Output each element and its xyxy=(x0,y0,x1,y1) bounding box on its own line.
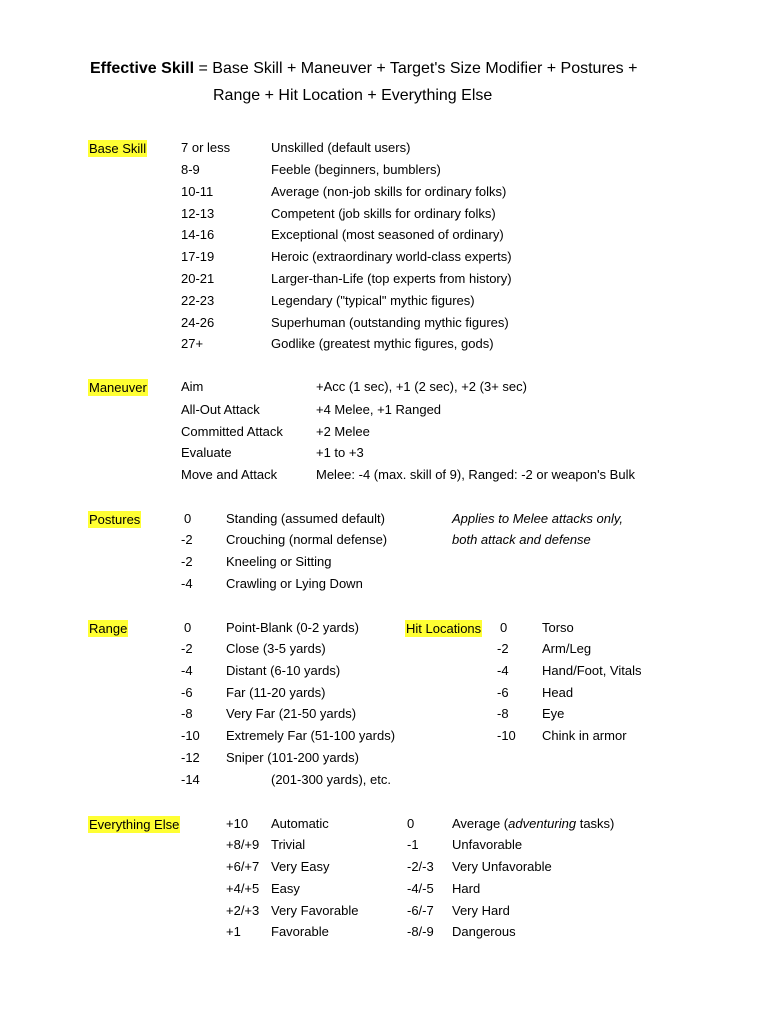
postures-label: Postures xyxy=(89,512,141,527)
base-skill-range: 12-13 xyxy=(181,206,215,221)
maneuver-name: Evaluate xyxy=(181,445,232,460)
range-mod: 0 xyxy=(184,620,192,635)
everything-else-mod: +2/+3 xyxy=(226,903,260,918)
maneuver-effect: +4 Melee, +1 Ranged xyxy=(316,402,442,417)
posture-desc: Standing (assumed default) xyxy=(226,511,385,526)
hit-locations-label: Hit Locations xyxy=(406,621,482,636)
everything-else-desc: Very Unfavorable xyxy=(452,859,552,874)
base-skill-desc: Heroic (extraordinary world-class experts) xyxy=(271,249,512,264)
range-label: Range xyxy=(89,621,128,636)
hit-location-mod: -4 xyxy=(497,663,509,678)
everything-else-label: Everything Else xyxy=(89,817,180,832)
maneuver-name: Move and Attack xyxy=(181,467,278,482)
posture-mod: -2 xyxy=(181,554,193,569)
everything-else-desc: Automatic xyxy=(271,816,329,831)
hit-location-desc: Arm/Leg xyxy=(542,641,592,656)
everything-else-desc: Favorable xyxy=(271,924,329,939)
everything-else-mod: +6/+7 xyxy=(226,859,260,874)
posture-mod: -4 xyxy=(181,576,193,591)
maneuver-name: Committed Attack xyxy=(181,424,283,439)
everything-else-desc: Hard xyxy=(452,881,481,896)
everything-else-desc: Very Easy xyxy=(271,859,330,874)
maneuver-effect: +1 to +3 xyxy=(316,445,364,460)
everything-else-mod: +1 xyxy=(226,924,241,939)
everything-else-mod: -1 xyxy=(407,837,419,852)
range-mod: -2 xyxy=(181,641,193,656)
range-desc: Far (11-20 yards) xyxy=(226,685,326,700)
range-mod: -12 xyxy=(181,750,200,765)
range-mod: -6 xyxy=(181,685,193,700)
everything-else-mod: -8/-9 xyxy=(407,924,434,939)
base-skill-desc: Average (non-job skills for ordinary folks) xyxy=(271,184,507,199)
everything-else-desc: Unfavorable xyxy=(452,837,523,852)
everything-else-mod: +10 xyxy=(226,816,249,831)
everything-else-desc: Easy xyxy=(271,881,300,896)
hit-location-mod: -10 xyxy=(497,728,516,743)
base-skill-range: 27+ xyxy=(181,336,204,351)
everything-else-desc: Trivial xyxy=(271,837,306,852)
range-desc: Distant (6-10 yards) xyxy=(226,663,341,678)
base-skill-range: 17-19 xyxy=(181,249,215,264)
maneuver-effect: +Acc (1 sec), +1 (2 sec), +2 (3+ sec) xyxy=(316,379,527,394)
hit-location-desc: Head xyxy=(542,685,574,700)
hit-location-desc: Hand/Foot, Vitals xyxy=(542,663,642,678)
range-desc: Close (3-5 yards) xyxy=(226,641,326,656)
maneuver-effect: Melee: -4 (max. skill of 9), Ranged: -2 or weapon's Bulk xyxy=(316,467,635,482)
range-mod: -4 xyxy=(181,663,193,678)
range-mod: -14 xyxy=(181,772,200,787)
everything-else-mod: -6/-7 xyxy=(407,903,434,918)
hit-location-mod: 0 xyxy=(500,620,508,635)
formula-line-2: Range + Hit Location + Everything Else xyxy=(213,87,493,104)
range-mod: -8 xyxy=(181,706,193,721)
maneuver-label: Maneuver xyxy=(89,380,147,395)
formula-line-1 xyxy=(90,61,637,77)
hit-location-desc: Chink in armor xyxy=(542,728,627,743)
base-skill-desc: Larger-than-Life (top experts from history) xyxy=(271,271,512,286)
base-skill-range: 10-11 xyxy=(181,184,214,199)
posture-mod: 0 xyxy=(184,511,192,526)
posture-desc: Kneeling or Sitting xyxy=(226,554,332,569)
base-skill-desc: Unskilled (default users) xyxy=(271,140,411,155)
hit-location-desc: Torso xyxy=(542,620,574,635)
base-skill-desc: Godlike (greatest mythic figures, gods) xyxy=(271,336,494,351)
base-skill-range: 22-23 xyxy=(181,293,215,308)
hit-location-mod: -2 xyxy=(497,641,509,656)
everything-else-desc: Very Favorable xyxy=(271,903,359,918)
range-desc: Extremely Far (51-100 yards) xyxy=(226,728,396,743)
hit-location-desc: Eye xyxy=(542,706,565,721)
postures-note-line-2: both attack and defense xyxy=(452,532,591,547)
hit-location-mod: -8 xyxy=(497,706,509,721)
base-skill-range: 7 or less xyxy=(181,140,231,155)
range-mod: -10 xyxy=(181,728,200,743)
range-desc: (201-300 yards), etc. xyxy=(271,772,391,787)
base-skill-range: 8-9 xyxy=(181,162,200,177)
maneuver-name: Aim xyxy=(181,379,204,394)
base-skill-range: 20-21 xyxy=(181,271,215,286)
formula-line1-rest: = Base Skill + Maneuver + Target's Size Modifier + Postures + xyxy=(194,60,638,77)
everything-else-mod: -4/-5 xyxy=(407,881,434,896)
everything-else-desc: Very Hard xyxy=(452,903,510,918)
everything-else-desc: Dangerous xyxy=(452,924,516,939)
postures-note-line-1: Applies to Melee attacks only, xyxy=(452,511,624,526)
base-skill-desc: Feeble (beginners, bumblers) xyxy=(271,162,441,177)
base-skill-desc: Exceptional (most seasoned of ordinary) xyxy=(271,227,504,242)
range-desc: Sniper (101-200 yards) xyxy=(226,750,359,765)
everything-else-mod: +4/+5 xyxy=(226,881,260,896)
posture-mod: -2 xyxy=(181,532,193,547)
base-skill-label: Base Skill xyxy=(89,141,147,156)
maneuver-effect: +2 Melee xyxy=(316,424,370,439)
everything-else-mod: +8/+9 xyxy=(226,837,260,852)
everything-else-mod: 0 xyxy=(407,816,415,831)
base-skill-desc: Superhuman (outstanding mythic figures) xyxy=(271,315,509,330)
posture-desc: Crawling or Lying Down xyxy=(226,576,363,591)
everything-else-desc: Average (adventuring tasks) xyxy=(452,816,615,831)
formula-term: Effective Skill xyxy=(90,60,195,77)
base-skill-range: 14-16 xyxy=(181,227,215,242)
range-desc: Very Far (21-50 yards) xyxy=(226,706,357,721)
base-skill-desc: Competent (job skills for ordinary folks) xyxy=(271,206,496,221)
base-skill-desc: Legendary ("typical" mythic figures) xyxy=(271,293,475,308)
maneuver-name: All-Out Attack xyxy=(181,402,260,417)
posture-desc: Crouching (normal defense) xyxy=(226,532,388,547)
range-desc: Point-Blank (0-2 yards) xyxy=(226,620,359,635)
hit-location-mod: -6 xyxy=(497,685,509,700)
everything-else-mod: -2/-3 xyxy=(407,859,434,874)
base-skill-range: 24-26 xyxy=(181,315,215,330)
